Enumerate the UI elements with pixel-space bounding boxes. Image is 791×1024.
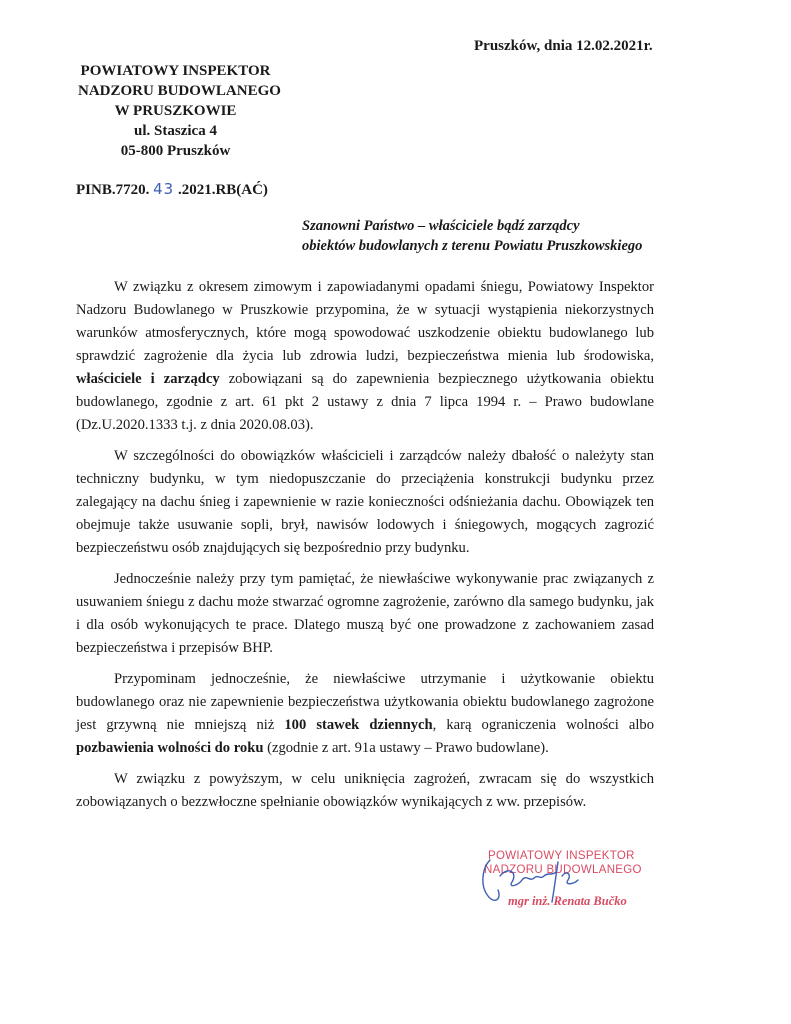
paragraph-1-bold: właściciele i zarządcy [76,371,220,387]
addressee-line-2: obiektów budowlanych z terenu Powiatu Pruszkowskiego [302,238,643,254]
reference-suffix: .2021.RB(AĆ) [177,182,268,198]
paragraph-2: W szczególności do obowiązków właścicieli i zarządców należy dbałość o należyty stan techniczny budynku, w tym niedopuszczanie do przeciążenia konstrukcji budynku przez zalegający na dachu śnieg i zapewnienie w razie konieczności odśnieżania dachu. Obowiązek ten obejmuje także usuwanie sopli, brył, nawisów lodowych i śniegowych, mogących zagrozić bezpieczeństwu osób znajdujących się bezpośrednio przy budynku. [76,448,654,556]
paragraph-1 [76,276,654,437]
paragraph-5: W związku z powyższym, w celu uniknięcia zagrożeń, zwracam się do wszystkich zobowiązanych o bezzwłoczne spełnianie obowiązków wynikających z ww. przepisów. [76,771,654,810]
reference-number [76,180,268,199]
letter-body [76,276,654,822]
addressee [302,216,642,256]
paragraph-1-text-b: zobowiązani są do zapewnienia bezpiecznego użytkowania obiektu budowlanego, zgodnie z art. 61 pkt 2 ustawy z dnia 7 lipca 1994 r. – Prawo budowlane (Dz.U.2020.1333 t.j. z dnia 2020.08.03). [76,371,654,433]
stamp-line-2: NADZORU BUDOWLANEGO [484,864,642,876]
paragraph-4-text-a: Przypominam jednocześnie, że niewłaściwe utrzymanie i użytkowanie obiektu budowlanego oraz nie zapewnienie bezpieczeństwa użytkowania obiektu budowlanego zagrożone jest grzywną nie mniejszą niż [76,671,654,733]
stamp-line-1: POWIATOWY INSPEKTOR [488,850,635,862]
office-line-5: 05-800 Pruszków [120,143,231,159]
official-stamp [478,846,658,918]
paragraph-4-bold-2: pozbawienia wolności do roku [76,740,264,756]
office-line-3: W PRUSZKOWIE [114,103,237,119]
date-line: Pruszków, dnia 12.02.2021r. [474,38,653,54]
office-line-1: POWIATOWY INSPEKTOR [80,63,271,79]
paragraph-4-text-c: (zgodnie z art. 91a ustawy – Prawo budowlane). [263,740,549,756]
office-line-2: NADZORU BUDOWLANEGO [78,83,281,99]
paragraph-4-text-b: , karą ograniczenia wolności albo [432,717,655,733]
paragraph-4 [76,668,654,760]
paragraph-4-bold-1: 100 stawek dziennych [284,717,433,733]
paragraph-1-text-a: W związku z okresem zimowym i zapowiadanymi opadami śniegu, Powiatowy Inspektor Nadzoru Budowlanego w Pruszkowie przypomina, że w sytuacji wystąpienia niekorzystnych warunków atmosferycznych, które mogą spowodować uszkodzenie obiektu budowlanego lub sprawdzić zagrożenie dla życia lub zdrowia ludzi, bezpieczeństwa mienia lub środowiska, [76,279,654,364]
office-header [78,61,281,161]
stamp-signatory-name: mgr inż. Renata Bučko [508,894,627,908]
reference-handwritten-number: 43 [153,180,175,198]
handwritten-signature [478,846,658,918]
reference-prefix: PINB.7720. [76,182,150,198]
paragraph-3: Jednocześnie należy przy tym pamiętać, że niewłaściwe wykonywanie prac związanych z usuwaniem śniegu z dachu może stwarzać ogromne zagrożenie, zarówno dla samego budynku, jak i dla osób wykonujących te prace. Dlatego muszą być one prowadzone z zachowaniem zasad bezpieczeństwa i przepisów BHP. [76,571,654,656]
addressee-line-1: Szanowni Państwo – właściciele bądź zarządcy [302,218,580,234]
office-line-4: ul. Staszica 4 [134,123,217,139]
